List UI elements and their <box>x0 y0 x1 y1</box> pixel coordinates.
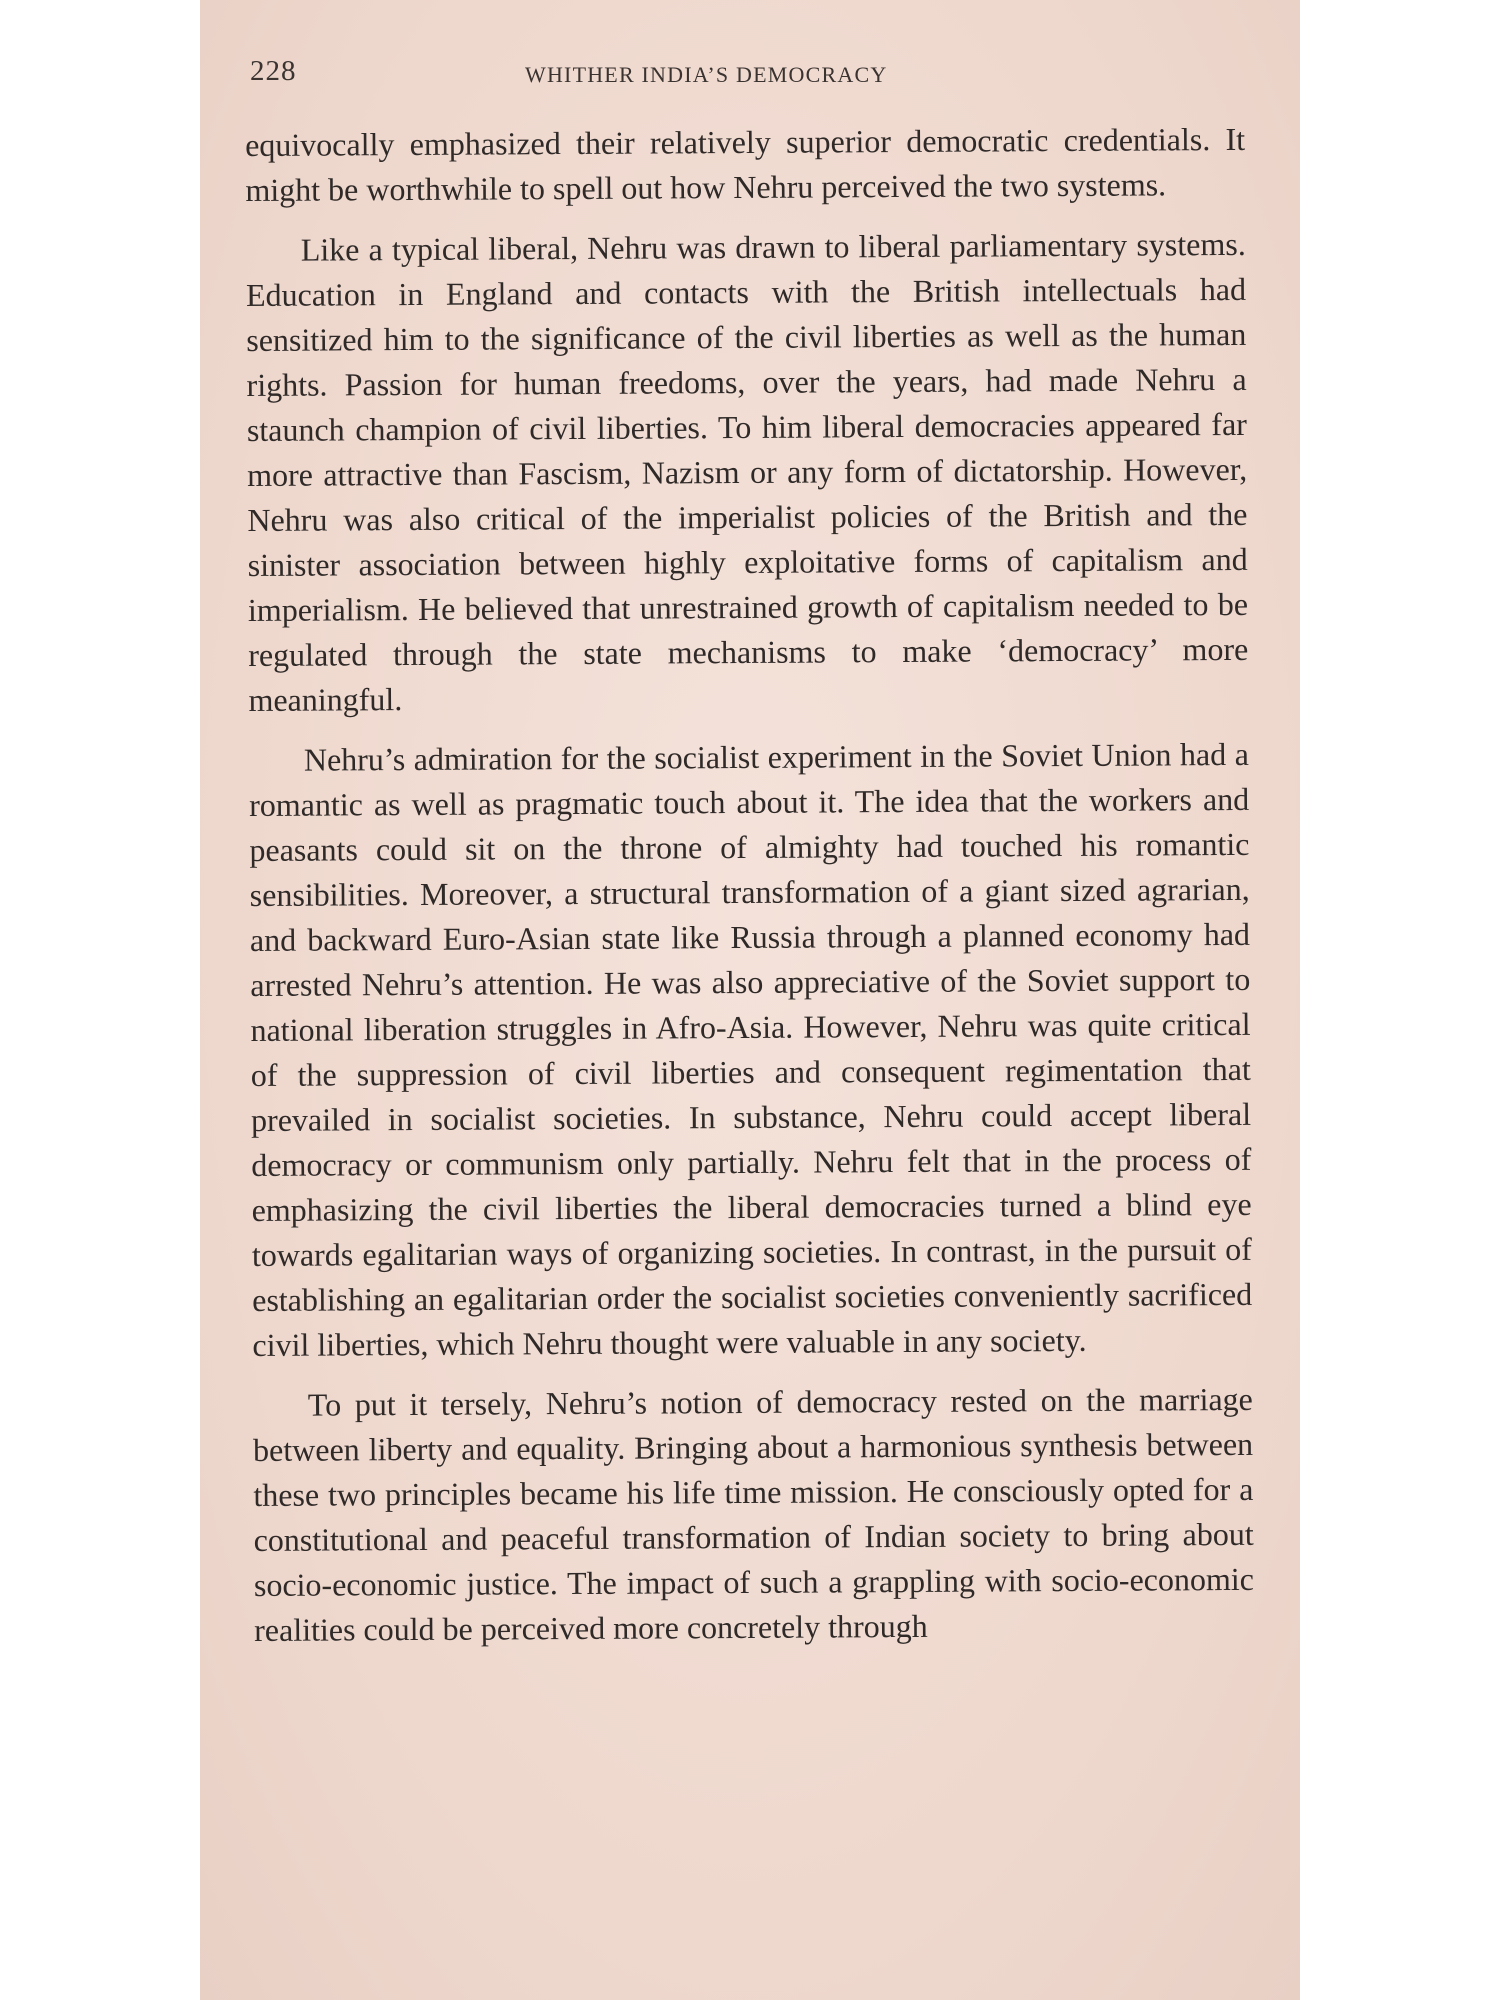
book-page <box>200 0 1300 2000</box>
body-text <box>245 117 1254 1668</box>
page-header <box>250 55 1250 95</box>
running-head: WHITHER INDIA’S DEMOCRACY <box>525 62 888 87</box>
paragraph-liberty-equality: To put it tersely, Nehru’s notion of democracy rested on the marriage between liberty and equality. Bringing about a harmonious synthesis between these two principles became his life time mission. He consciously opted for a constitutional and peaceful transformation of Indian society to bring about socio-economic justice. The impact of such a grappling with socio-economic realities could be perceived more concretely through <box>252 1380 1255 1648</box>
paragraph-soviet-experiment: Nehru’s admiration for the socialist experiment in the Soviet Union had a romantic as well as pragmatic touch about it. The idea that the workers and peasants could sit on the throne of almighty had touched his romantic sensibilities. Moreover, a structural transformation of a giant sized agrarian, and backward Euro-Asian state like Russia through a planned economy had arrested Nehru’s attention. He was also appreciative of the Soviet support to national liberation struggles in Afro-Asia. However, Nehru was quite critical of the suppression of civil liberties and consequent regimentation that prevailed in socialist societies. In substance, Nehru could accept liberal democracy or communism only partially. Nehru felt that in the process of emphasizing the civil liberties the liberal democracies turned a blind eye towards egalitarian ways of organizing societies. In contrast, in the pursuit of establishing an egalitarian order the socialist societies conveniently sacrificed civil liberties, which Nehru thought were valuable in any society. <box>249 735 1253 1363</box>
page-number: 228 <box>250 55 297 87</box>
paragraph-liberal-systems: Like a typical liberal, Nehru was drawn to liberal parliamentary systems. Education in England and contacts with the British intellectuals had sensitized him to the significance of the civil liberties as well as the human rights. Passion for human freedoms, over the years, had made Nehru a staunch champion of civil liberties. To him liberal democracies appeared far more attractive than Fascism, Nazism or any form of dictatorship. However, Nehru was also critical of the imperialist policies of the British and the sinister association between highly exploitative forms of capitalism and imperialism. He believed that unrestrained growth of capitalism needed to be regulated through the state mechanisms to make ‘democracy’ more meaningful. <box>245 225 1249 718</box>
paragraph-continuation: equivocally emphasized their relatively superior democratic credentials. It might be worthwhile to spell out how Nehru perceived the two systems. <box>245 120 1246 208</box>
